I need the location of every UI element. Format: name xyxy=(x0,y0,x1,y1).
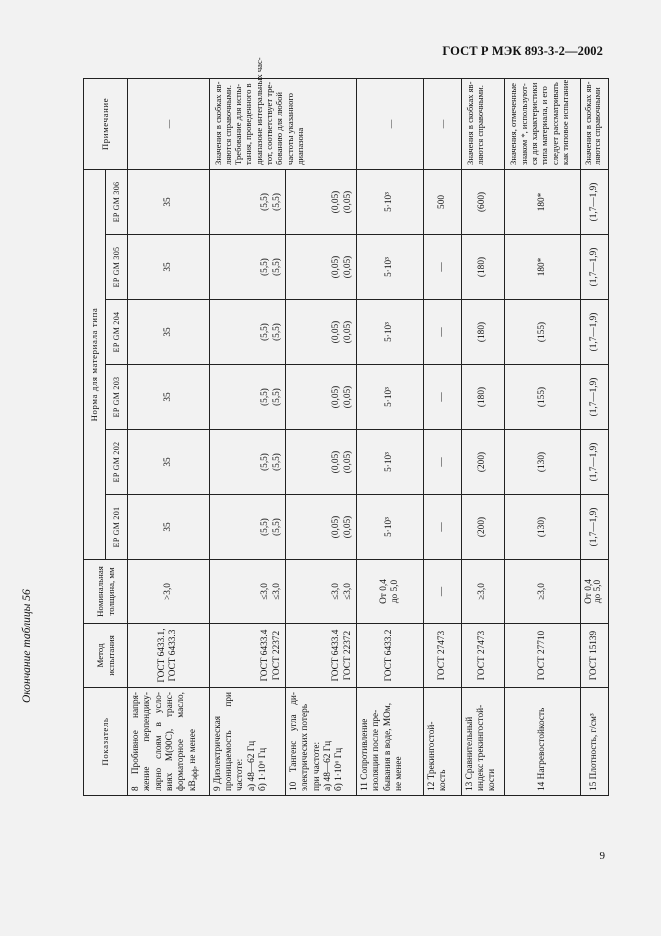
value-line: (1,7—1,9) xyxy=(588,377,599,417)
value-cell xyxy=(285,169,356,234)
note-line: частоты указанного xyxy=(284,93,295,165)
value-cell xyxy=(209,430,285,495)
indicator-line: 10 Тангенс угла ди- xyxy=(288,692,299,791)
value-line: (0,05) xyxy=(331,190,342,214)
indicator-line: лярно слоям в усло- xyxy=(153,692,164,791)
value-line: (155) xyxy=(536,386,547,408)
value-line: (5,5) xyxy=(271,258,282,276)
table-row xyxy=(356,78,423,795)
value-cell xyxy=(580,495,608,560)
header-norm-group: Норма для материала типа xyxy=(84,169,106,559)
value-cell xyxy=(356,365,423,430)
value-cell xyxy=(285,495,356,560)
header-indicator: Показатель xyxy=(84,688,128,796)
value-line: (0,05) xyxy=(342,385,353,409)
norms-table xyxy=(83,57,609,796)
value-line: — xyxy=(436,392,447,402)
note-line: ся для характеристики xyxy=(529,82,540,165)
method-line: ГОСТ 27473 xyxy=(436,630,447,681)
note-line: Требование для испы- xyxy=(233,83,244,165)
standard-header: ГОСТ Р МЭК 893-3-2—2002 xyxy=(442,44,603,58)
indicator-line: кости xyxy=(487,768,498,791)
table-row xyxy=(423,78,461,795)
indicator-cell xyxy=(423,688,461,796)
method-line: ГОСТ 6433.4 xyxy=(331,629,342,682)
method-cell xyxy=(285,624,356,688)
value-line: 180* xyxy=(536,192,547,212)
indicator-line: а) 48—62 Гц xyxy=(322,740,333,791)
value-cell xyxy=(285,235,356,300)
value-line: (5,5) xyxy=(260,323,271,341)
note-line: бованию для любой xyxy=(274,92,285,165)
value-line: (180) xyxy=(477,321,488,343)
value-line: (5,5) xyxy=(271,388,282,406)
value-cell xyxy=(461,169,505,234)
indicator-line: изоляции после пре- xyxy=(371,709,382,791)
value-cell xyxy=(209,300,285,365)
thickness-cell xyxy=(461,560,505,624)
method-cell xyxy=(356,624,423,688)
indicator-unit-subscript: эфф xyxy=(190,768,199,781)
indicator-unit: кВ xyxy=(187,780,198,791)
indicator-line: жение перпендику- xyxy=(142,692,153,791)
note-cell xyxy=(423,78,461,169)
value-line: (180) xyxy=(477,386,488,408)
value-line: 5·10³ xyxy=(384,517,395,537)
value-line: 35 xyxy=(162,262,173,272)
thickness-cell xyxy=(209,560,285,624)
value-line: (0,05) xyxy=(331,450,342,474)
value-line: (0,05) xyxy=(342,190,353,214)
value-line: (1,7—1,9) xyxy=(588,442,599,482)
note-line: Значения в скобках яв- xyxy=(464,81,475,165)
note-line: — xyxy=(384,119,395,129)
table-row xyxy=(505,78,580,795)
note-cell xyxy=(356,78,423,169)
value-line: (1,7—1,9) xyxy=(588,182,599,222)
value-cell xyxy=(356,169,423,234)
note-line: следует рассматривать xyxy=(549,82,560,165)
value-cell xyxy=(580,365,608,430)
value-cell xyxy=(128,235,210,300)
value-cell xyxy=(128,300,210,365)
note-cell xyxy=(505,78,580,169)
thickness-cell xyxy=(285,560,356,624)
value-cell xyxy=(505,495,580,560)
value-line: 35 xyxy=(162,457,173,467)
value-line: — xyxy=(436,457,447,467)
indicator-line: форматорное масло, xyxy=(176,692,187,791)
value-line: (1,7—1,9) xyxy=(588,247,599,287)
method-line: ГОСТ 6433.3 xyxy=(168,629,179,682)
note-cell xyxy=(209,57,356,169)
method-cell xyxy=(423,624,461,688)
indicator-line: кость xyxy=(438,769,449,791)
value-cell xyxy=(209,169,285,234)
value-line: — xyxy=(436,327,447,337)
method-line: ГОСТ 6433.1, xyxy=(156,628,167,683)
note-line: Значения в скобках яв- xyxy=(212,81,223,165)
indicator-line: 14 Нагревостойкость xyxy=(536,707,547,791)
value-line: (0,05) xyxy=(331,515,342,539)
indicator-line: не менее xyxy=(393,756,404,791)
value-line: 5·10³ xyxy=(384,322,395,342)
value-cell xyxy=(423,365,461,430)
header-thickness-line: Номинальная xyxy=(94,566,105,617)
thickness-line: ≤3,0 xyxy=(331,583,342,600)
thickness-line: ≤3,0 xyxy=(260,583,271,600)
table-row xyxy=(285,78,356,795)
value-cell xyxy=(580,430,608,495)
thickness-line: >3,0 xyxy=(162,583,173,600)
method-cell xyxy=(128,624,210,688)
indicator-line: 9 Диэлектрическая xyxy=(212,715,223,791)
page-number: 9 xyxy=(599,850,605,862)
table-body xyxy=(128,57,609,795)
header-grade: EP GM 201 xyxy=(106,495,128,560)
thickness-line: От 0,4 xyxy=(378,579,389,604)
note-cell xyxy=(461,78,505,169)
method-cell xyxy=(505,624,580,688)
table-row xyxy=(128,78,210,795)
indicator-line: 8 Пробивное напря- xyxy=(131,692,141,791)
value-line: — xyxy=(436,522,447,532)
value-cell xyxy=(356,495,423,560)
header-method-line: Метод xyxy=(94,643,105,668)
note-line: тот, соответствует тре- xyxy=(264,81,275,165)
value-line: (155) xyxy=(536,321,547,343)
value-cell xyxy=(423,169,461,234)
method-line: ГОСТ 6433.4 xyxy=(260,629,271,682)
note-line: ляются справочными xyxy=(591,87,602,165)
value-cell xyxy=(580,169,608,234)
thickness-line: до 5,0 xyxy=(389,579,400,604)
method-line: ГОСТ 22372 xyxy=(342,630,353,681)
method-line: ГОСТ 22372 xyxy=(271,630,282,681)
indicator-cell xyxy=(505,688,580,796)
value-cell xyxy=(423,495,461,560)
thickness-cell xyxy=(580,560,608,624)
header-grade: EP GM 202 xyxy=(106,430,128,495)
value-cell xyxy=(423,430,461,495)
value-cell xyxy=(580,235,608,300)
indicator-line: а) 48—62 Гц xyxy=(246,740,257,791)
indicator-line: бывания в воде, МОм, xyxy=(382,702,393,791)
value-cell xyxy=(505,365,580,430)
header-method-line: испытания xyxy=(105,635,116,676)
note-line: тания, проведенного в xyxy=(243,83,254,165)
value-cell xyxy=(285,365,356,430)
note-cell xyxy=(580,78,608,169)
value-line: (0,05) xyxy=(331,255,342,279)
thickness-cell xyxy=(505,560,580,624)
note-line: ляются справочными. xyxy=(474,85,485,165)
value-line: (5,5) xyxy=(260,193,271,211)
indicator-cell xyxy=(356,688,423,796)
table-row xyxy=(209,78,285,795)
value-line: (130) xyxy=(536,451,547,473)
header-method xyxy=(84,624,128,688)
note-line: — xyxy=(437,119,448,129)
value-cell xyxy=(461,430,505,495)
indicator-line: проницаемость при xyxy=(223,692,234,791)
value-cell xyxy=(461,365,505,430)
value-line: 180* xyxy=(536,257,547,277)
thickness-line: ≥3,0 xyxy=(477,583,488,600)
indicator-cell xyxy=(285,688,356,796)
value-cell xyxy=(285,430,356,495)
value-cell xyxy=(128,495,210,560)
note-line: диапазоне интегральных час- xyxy=(253,57,264,165)
value-cell xyxy=(461,235,505,300)
value-cell xyxy=(356,235,423,300)
indicator-cell xyxy=(580,688,608,796)
thickness-line: до 5,0 xyxy=(593,579,604,604)
value-cell xyxy=(580,300,608,365)
value-line: (5,5) xyxy=(271,323,282,341)
value-line: (5,5) xyxy=(271,518,282,536)
indicator-cell xyxy=(128,688,210,796)
indicator-line: виях М(90С), транс- xyxy=(164,692,175,791)
value-line: 35 xyxy=(162,197,173,207)
value-cell xyxy=(505,235,580,300)
indicator-line: 15 Плотность, г/см³ xyxy=(588,713,599,791)
method-line: ГОСТ 15139 xyxy=(588,630,599,681)
value-line: 35 xyxy=(162,522,173,532)
method-cell xyxy=(209,624,285,688)
value-line: 5·10³ xyxy=(384,257,395,277)
value-cell xyxy=(285,300,356,365)
value-line: (130) xyxy=(536,516,547,538)
value-cell xyxy=(423,235,461,300)
value-cell xyxy=(356,430,423,495)
thickness-cell xyxy=(128,560,210,624)
thickness-line: От 0,4 xyxy=(583,579,594,604)
value-line: (0,05) xyxy=(342,515,353,539)
value-line: (1,7—1,9) xyxy=(588,312,599,352)
note-line: диапазона xyxy=(295,127,306,165)
value-line: (1,7—1,9) xyxy=(588,507,599,547)
value-line: (200) xyxy=(477,516,488,538)
note-line: Значения в скобках яв- xyxy=(582,81,593,165)
thickness-line: ≤3,0 xyxy=(342,583,353,600)
value-line: 5·10³ xyxy=(384,192,395,212)
value-line: (600) xyxy=(477,191,488,213)
indicator-cell xyxy=(461,688,505,796)
indicator-line: 13 Сравнительный xyxy=(464,716,475,791)
value-cell xyxy=(128,365,210,430)
value-cell xyxy=(423,300,461,365)
indicator-line: электрических потерь xyxy=(300,704,311,791)
value-line: (5,5) xyxy=(260,388,271,406)
value-cell xyxy=(356,300,423,365)
value-line: (5,5) xyxy=(271,193,282,211)
indicator-cell xyxy=(209,688,285,796)
value-line: (5,5) xyxy=(260,453,271,471)
method-line: ГОСТ 27710 xyxy=(536,630,547,681)
note-line: — xyxy=(163,119,174,129)
header-grade: EP GM 204 xyxy=(106,300,128,365)
value-line: (180) xyxy=(477,256,488,278)
value-line: 35 xyxy=(162,327,173,337)
value-cell xyxy=(209,495,285,560)
thickness-line: — xyxy=(436,586,447,597)
indicator-line: индекс трекингостой- xyxy=(475,704,486,791)
header-grade: EP GM 306 xyxy=(106,169,128,234)
indicator-tail: , не менее xyxy=(187,728,198,769)
method-line: ГОСТ 6433.2 xyxy=(384,629,395,682)
value-line: (5,5) xyxy=(260,518,271,536)
value-cell xyxy=(505,169,580,234)
method-cell xyxy=(580,624,608,688)
header-note: Примечание xyxy=(84,78,128,169)
table-row xyxy=(580,78,608,795)
value-cell xyxy=(128,169,210,234)
value-line: 35 xyxy=(162,392,173,402)
value-line: (5,5) xyxy=(260,258,271,276)
value-line: (0,05) xyxy=(342,450,353,474)
indicator-line: б) 1·10⁶ Гц xyxy=(257,747,268,791)
note-cell xyxy=(128,78,210,169)
header-grade: EP GM 305 xyxy=(106,235,128,300)
note-line: типа материала, и его xyxy=(539,86,550,165)
indicator-line xyxy=(188,692,200,791)
value-line: 5·10³ xyxy=(384,387,395,407)
header-thickness xyxy=(84,560,128,624)
note-line: знаком *, используют- xyxy=(518,83,529,165)
value-cell xyxy=(461,300,505,365)
indicator-line: б) 1·10⁶ Гц xyxy=(334,747,345,791)
note-line: Значения, отмеченные xyxy=(508,83,519,165)
indicator-line: 11 Сопротивление xyxy=(359,718,370,791)
value-line: (0,05) xyxy=(331,320,342,344)
thickness-line: ≥3,0 xyxy=(536,583,547,600)
table-row xyxy=(461,78,505,795)
table-caption: Окончание таблицы 56 xyxy=(21,589,33,703)
value-line: (5,5) xyxy=(271,453,282,471)
thickness-cell xyxy=(423,560,461,624)
value-line: (0,05) xyxy=(331,385,342,409)
value-cell xyxy=(461,495,505,560)
indicator-line: частоте: xyxy=(235,758,246,791)
indicator-line: при частоте: xyxy=(311,741,322,791)
table-header xyxy=(84,78,128,795)
rotated-table-container xyxy=(83,57,609,796)
value-cell xyxy=(209,365,285,430)
value-line: — xyxy=(436,262,447,272)
note-line: как типовое испытание xyxy=(559,79,570,165)
method-cell xyxy=(461,624,505,688)
thickness-cell xyxy=(356,560,423,624)
value-cell xyxy=(505,300,580,365)
header-grade: EP GM 203 xyxy=(106,365,128,430)
value-cell xyxy=(505,430,580,495)
method-line: ГОСТ 27473 xyxy=(477,630,488,681)
note-line: ляются справочными. xyxy=(222,85,233,165)
value-line: 500 xyxy=(436,195,447,209)
value-cell xyxy=(128,430,210,495)
value-line: 5·10³ xyxy=(384,452,395,472)
value-line: (200) xyxy=(477,451,488,473)
indicator-line: 12 Трекингостой- xyxy=(426,721,437,791)
header-thickness-line: толщина, мм xyxy=(105,567,116,616)
thickness-line: ≤3,0 xyxy=(271,583,282,600)
value-line: (0,05) xyxy=(342,255,353,279)
value-cell xyxy=(209,235,285,300)
value-line: (0,05) xyxy=(342,320,353,344)
